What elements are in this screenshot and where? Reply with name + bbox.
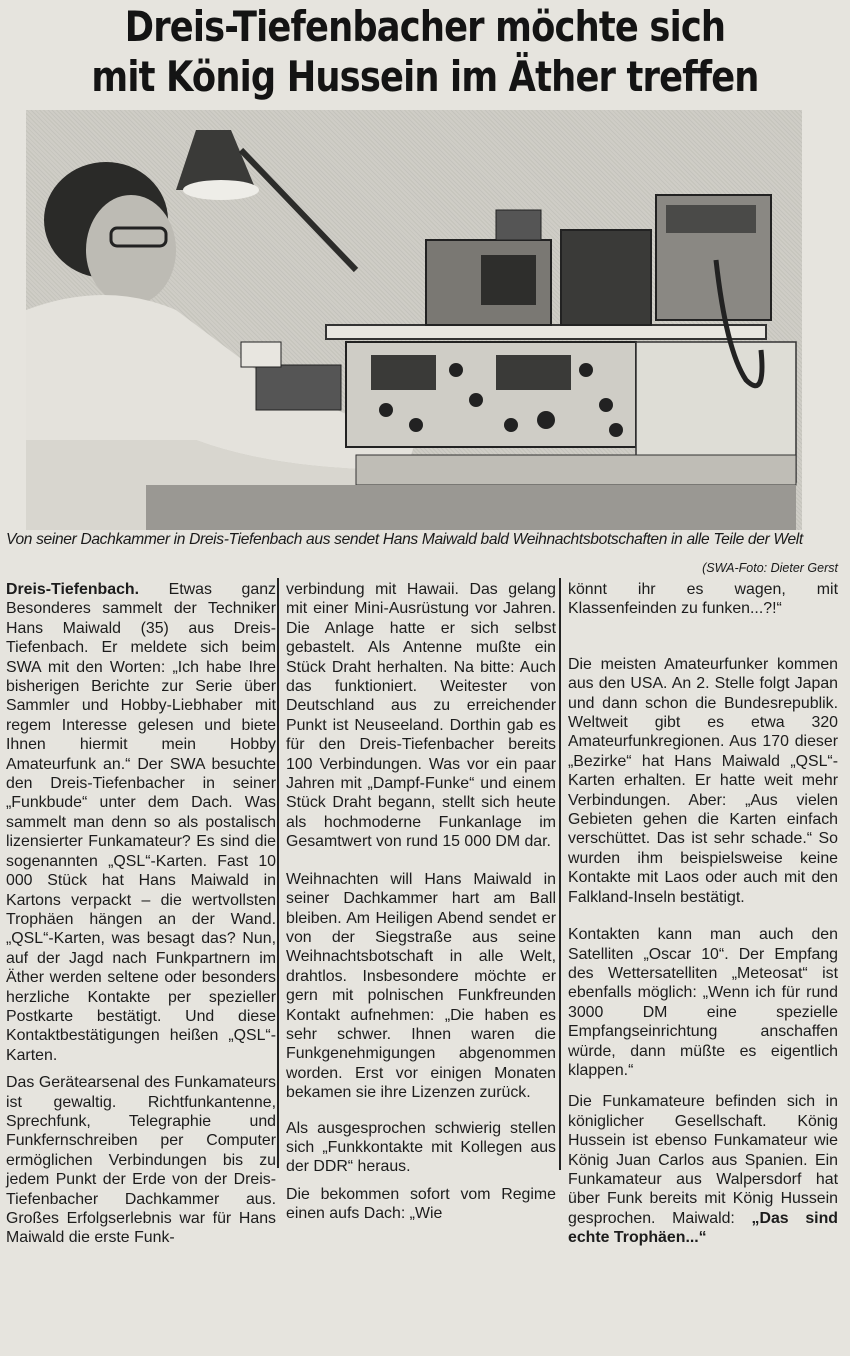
photo-caption: Von seiner Dachkammer in Dreis-Tiefenbach aus sendet Hans Maiwald bald Weihnachtsbotschaften in alle Teile der Welt (6, 531, 803, 548)
photo-credit: (SWA-Foto: Dieter Gerst (702, 561, 838, 575)
article-photo (26, 110, 802, 530)
article-paragraph: Weihnachten will Hans Maiwald in seiner Dachkammer hart am Ball bleiben. Am Heiligen Abend sendet er von der Siegstraße aus seine Weihnachtsbotschaft in alle Welt, drahtlos. Insbesondere möchte er gern mit polnischen Funkfreunden Kontakt aufnehmen: „Die haben es sehr schwer. Ihnen waren die Funkgenehmigungen abgenommen worden. Erst vor einigen Monaten bekamen sie ihre Lizenzen zurück. (286, 870, 556, 1102)
article-column-2 (286, 580, 556, 1232)
article-paragraph: Das Gerätearsenal des Funkamateurs ist gewaltig. Richtfunkantenne, Sprechfunk, Telegraphie und Funkfernschreiben per Computer ermöglichen Verbindungen bis zu jedem Punkt der Erde von der Dreis-Tiefenbacher Dachkammer aus. Großes Erfolgserlebnis war für Hans Maiwald die erste Funk- (6, 1074, 276, 1247)
article-paragraph: Die meisten Amateurfunker kommen aus den USA. An 2. Stelle folgt Japan und dann schon die Bundesrepublik. Weltweit gibt es etwa 320 Amateurfunkregionen. Aus 170 dieser „Bezirke“ hat Hans Maiwald „QSL“-Karten erhalten. Er hatte weit mehr Verbindungen. Aber: „Aus vielen Gebieten gehen die Karten einfach verschüttet. Das ist sehr schade.“ So wurden ihm beispielsweise keine Kontakte mit Laos oder auch mit den Falkland-Inseln bestätigt. (568, 655, 838, 906)
column-rule (559, 578, 561, 1170)
paragraph-text: Etwas ganz Besonderes sammelt der Techniker Hans Maiwald (35) aus Dreis-Tiefenbach. Er meldete sich beim SWA mit den Worten: „Ich habe Ihre bisherigen Berichte zur Serie über Sammler und Hobby-Liebhaber mit regem Interesse gelesen und biete Ihnen hiermit mein Hobby Amateurfunk an.“ Der SWA besuchte den Dreis-Tiefenbacher in seiner „Funkbude“ unter dem Dach. Was sammelt man denn so als postalisch lizensierter Funkamateur? Es sind die sogenannten „QSL“-Karten. Fast 10 000 Stück hat Hans Maiwald in Kartons verpackt – die wertvollsten Trophäen hängen an der Wand. „QSL“-Karten, was besagt das? Nun, auf der Jagd nach Funkpartnern im Äther werden seltene oder besonders herzliche Kontakte per spezieller Postkarte bestätigt. Und diese Kontaktbestätigungen heißen „QSL“-Karten. (6, 581, 276, 1064)
article-paragraph (6, 580, 276, 1065)
headline (68, 2, 782, 102)
column-rule (277, 578, 279, 1168)
radio-operator-photo (26, 110, 802, 530)
article-paragraph: könnt ihr es wagen, mit Klassenfeinden zu funken...?!“ (568, 581, 838, 618)
headline-line-2: mit König Hussein im Äther treffen (91, 52, 759, 101)
article-paragraph (568, 1092, 838, 1247)
paragraph-text: Die Funkamateure befinden sich in königlicher Gesellschaft. König Hussein ist ebenso Funkamateur wie König Juan Carlos aus Spanien. Ein Funkamateur aus Walpersdorf hat über Funk bereits mit König Hussein gesprochen. Maiwald: (568, 1093, 838, 1227)
dateline: Dreis-Tiefenbach. (6, 581, 140, 598)
closing-quote: „Das sind echte Trophäen...“ (568, 1209, 838, 1247)
article-column-3 (568, 580, 838, 1256)
article-column-1 (6, 580, 276, 1256)
article-paragraph: Kontakten kann man auch den Satelliten „Oscar 10“. Der Empfang des Wettersatelliten „Meteosat“ ist ebenfalls möglich: „Wenn ich für rund 3000 DM eine spezielle Empfangseinrichtung anschaffen würde, dann müßte es eigentlich klappen.“ (568, 926, 838, 1079)
article-paragraph: Die bekommen sofort vom Regime einen aufs Dach: „Wie (286, 1185, 556, 1223)
article-paragraph: verbindung mit Hawaii. Das gelang mit einer Mini-Ausrüstung vor Jahren. Die Anlage hatte er sich selbst gebastelt. Als Antenne mußte ein Stück Draht herhalten. Na bitte: Auch das funktioniert. Weitester von Deutschland aus zu erreichender Punkt ist Neuseeland. Dorthin gab es für den Dreis-Tiefenbacher bereits 100 Verbindungen. Was vor ein paar Jahren mit „Dampf-Funke“ und einem Stück Draht begann, stellt sich heute als hochmoderne Funkanlage im Gesamtwert von rund 15 000 DM dar. (286, 581, 556, 851)
headline-line-1: Dreis-Tiefenbacher möchte sich (124, 2, 726, 51)
article-paragraph: Als ausgesprochen schwierig stellen sich „Funkkontakte mit Kollegen aus der DDR“ heraus. (286, 1119, 556, 1176)
